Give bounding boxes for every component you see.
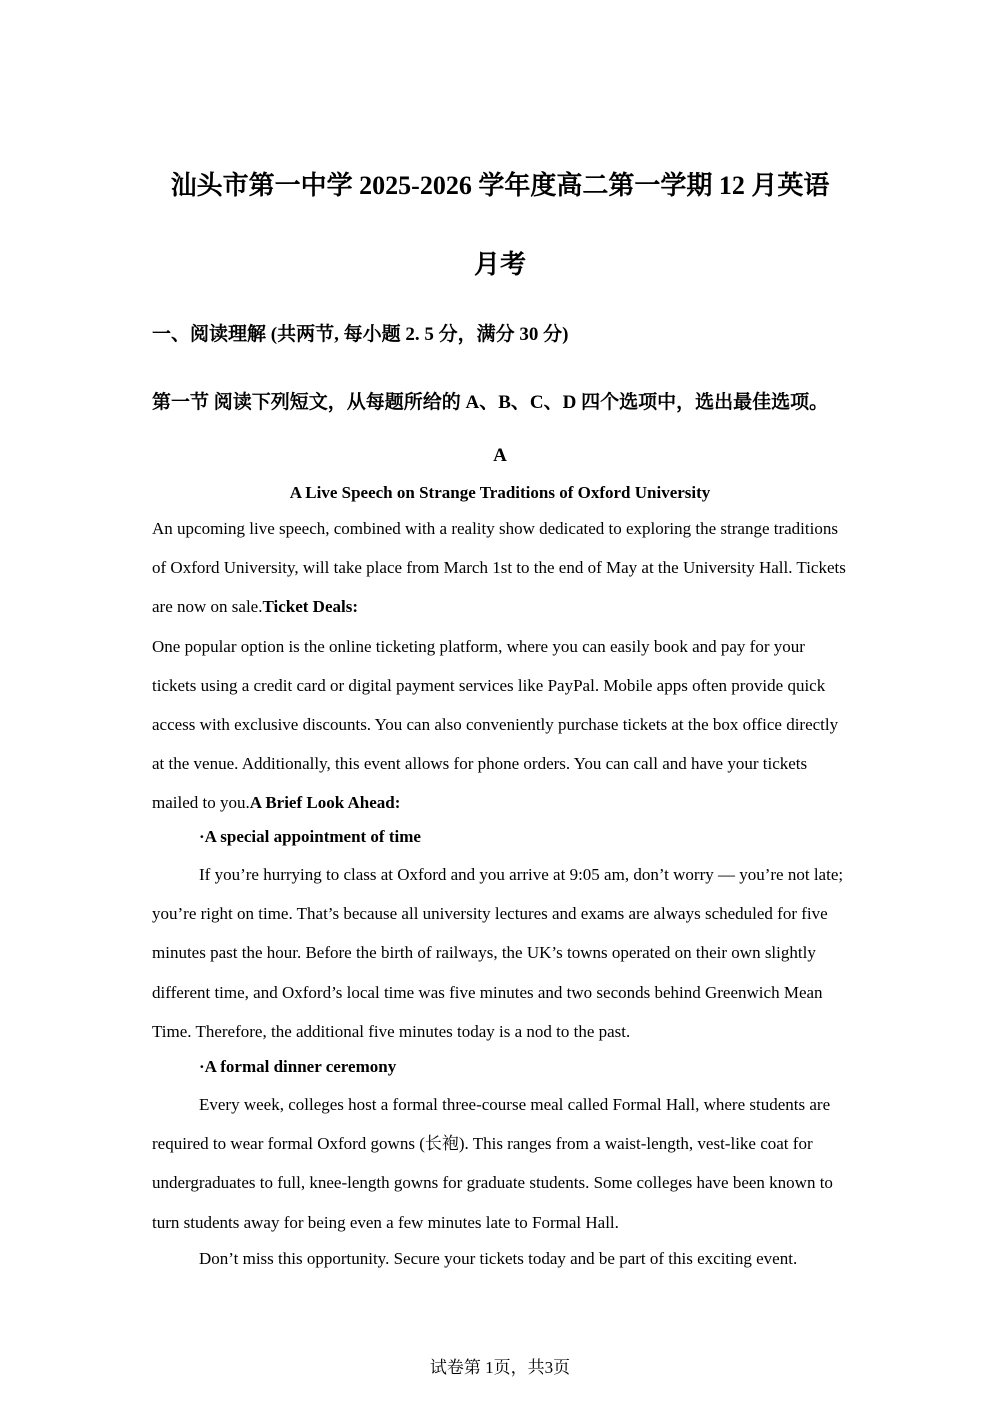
ticket-deals-text: One popular option is the online ticketing platform, where you can easily book and pay for your tickets using a credit card or digital payment services like PayPal. Mobile apps often provide quick access with exclusive discounts. You can also conveniently purchase tickets at the box office directly at the venue. Additionally, this event allows for phone orders. You can call and have your tickets mailed to you. xyxy=(152,636,839,813)
item2-block xyxy=(152,1085,852,1242)
section-heading: 一、阅读理解 (共两节, 每小题 2. 5 分，满分 30 分) xyxy=(152,324,569,345)
brief-look-label: A Brief Look Ahead: xyxy=(249,793,401,813)
passage-intro: An upcoming live speech, combined with a reality show dedicated to exploring the strange traditions of Oxford University, will take place from March 1st to the end of May at the University Hall. Tickets are now on sale. xyxy=(152,519,846,617)
exam-title-line-1: 汕头市第一中学 2025-2026 学年度高二第一学期 12 月英语 xyxy=(170,171,830,200)
page-footer: 试卷第 1页，共3页 xyxy=(429,1358,571,1377)
exam-title-line-2: 月考 xyxy=(473,250,526,279)
passage-title: A Live Speech on Strange Traditions of Oxford University xyxy=(289,483,711,502)
item2-text: Every week, colleges host a formal three-course meal called Formal Hall, where students are required to wear formal Oxford gowns (长袍). This ranges from a waist-length, vest-like coat for undergraduates to full, knee-length gowns for graduate students. Some colleges have been known to turn students away for being even a few minutes late to Formal Hall. xyxy=(152,1095,833,1232)
item1-block xyxy=(152,855,852,1051)
closing-block xyxy=(152,1239,852,1278)
closing-text: Don’t miss this opportunity. Secure your tickets today and be part of this exciting event. xyxy=(199,1249,798,1268)
item1-text: If you’re hurrying to class at Oxford and you arrive at 9:05 am, don’t worry — you’re not late; you’re right on time. That’s because all university lectures and exams are always scheduled for five minutes past the hour. Before the birth of railways, the UK’s towns operated on their own slightly different time, and Oxford’s local time was five minutes and two seconds behind Greenwich Mean Time. Therefore, the additional five minutes today is a nod to the past. xyxy=(152,865,844,1041)
ticket-deals-label: Ticket Deals: xyxy=(262,597,359,617)
item1-heading: ·A special appointment of time xyxy=(199,827,421,846)
passage-intro-block xyxy=(152,509,852,823)
item2-heading: ·A formal dinner ceremony xyxy=(199,1057,397,1076)
passage-letter: A xyxy=(493,445,507,466)
part-instructions: 第一节 阅读下列短文，从每题所给的 A、B、C、D 四个选项中，选出最佳选项。 xyxy=(152,392,829,413)
